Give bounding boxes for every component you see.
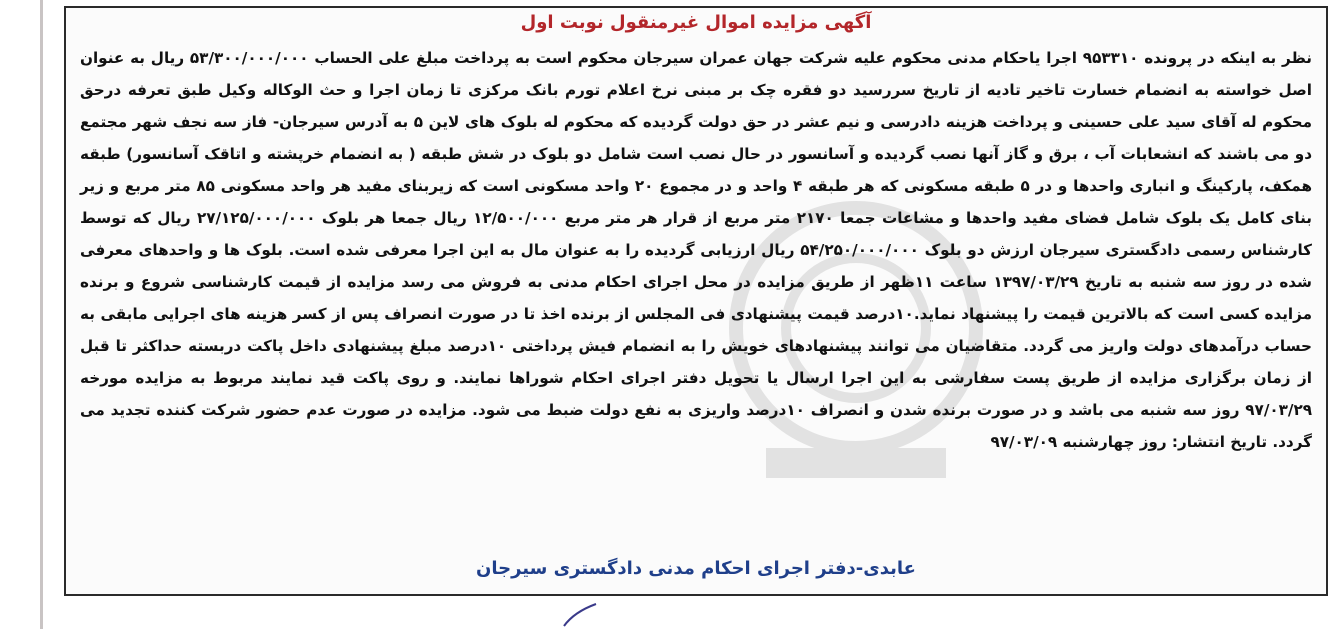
scan-edge	[40, 0, 43, 629]
notice-title: آگهی مزایده اموال غیرمنقول نوبت اول	[520, 12, 872, 33]
notice-frame	[64, 6, 1328, 596]
notice-body: نظر به اینکه در پرونده ۹۵۳۳۱۰ اجرا یاحکام مدنی محکوم علیه شرکت جهان عمران سیرجان محکوم است به پرداخت مبلغ علی الحساب ۵۳/۳۰۰/۰۰۰/۰۰۰ ریال به عنوان اصل خواسته به انضمام خسارت تاخیر تادیه از تاریخ سررسید دو فقره چک بر مبنی نرخ اعلام تورم بانک مرکزی تا زمان اجرا و حث الوکاله وکیل طبق تعرفه درحق محکوم له آقای سید علی حسینی و پرداخت هزینه دادرسی و نیم عشر در حق دولت گردیده که محکوم له بلوک های لاین ۵ به آدرس سیرجان- فاز سه نجف شهر مجتمع دو می باشند که انشعابات آب ، برق و گاز آنها نصب گردیده و آسانسور در حال نصب است شامل دو بلوک در شش طبقه ( به انضمام خرپشته و اتاقک آسانسور) طبقه همکف، پارکینگ و انباری واحدها و در ۵ طبقه مسکونی که هر طبقه ۴ واحد و در مجموع ۲۰ واحد مسکونی است که زیربنای مفید هر واحد مسکونی ۸۵ متر مربع و زیر بنای کامل یک بلوک شامل فضای مفید واحدها و مشاعات جمعا ۲۱۷۰ متر مربع از قرار هر متر مربع ۱۲/۵۰۰/۰۰۰ ریال جمعا هر بلوک ۲۷/۱۲۵/۰۰۰/۰۰۰ ریال که توسط کارشناس رسمی دادگستری سیرجان ارزش دو بلوک ۵۴/۲۵۰/۰۰۰/۰۰۰ ریال ارزیابی گردیده را به عنوان مال به این اجرا معرفی شده است. بلوک ها و واحدهای معرفی شده در روز سه شنبه به تاریخ ۱۳۹۷/۰۳/۲۹ ساعت ۱۱ظهر از طریق مزایده در محل اجرای احکام مدنی به فروش می رسد مزایده از قیمت کارشناسی شروع و برنده مزایده کسی است که بالاترین قیمت را پیشنهاد نماید.۱۰درصد قیمت پیشنهادی فی المجلس از برنده اخذ تا در صورت انصراف پس از کسر هزینه های اجرایی مابقی به حساب درآمدهای دولت واریز می گردد. متقاضیان می توانند پیشنهادهای خویش را به انضمام فیش پرداختی ۱۰درصد مبلغ پیشنهادی داخل پاکت دربسته حداکثر تا قبل از زمان برگزاری مزایده از طریق پست سفارشی به این اجرا ارسال یا تحویل دفتر اجرای احکام شوراها نمایند. و روی پاکت قید نمایند مربوط به مزایده مورخه ۹۷/۰۳/۲۹ روز سه شنبه می باشد و در صورت برنده شدن و انصراف ۱۰درصد واریزی به نفع دولت ضبط می شود. مزایده در صورت عدم حضور شرکت کننده تجدید می گردد. تاریخ انتشار: روز چهارشنبه ۹۷/۰۳/۰۹	[80, 49, 1313, 451]
notice-signature: عابدی-دفتر اجرای احکام مدنی دادگستری سیرجان	[476, 558, 916, 579]
pen-mark-icon	[560, 602, 600, 628]
